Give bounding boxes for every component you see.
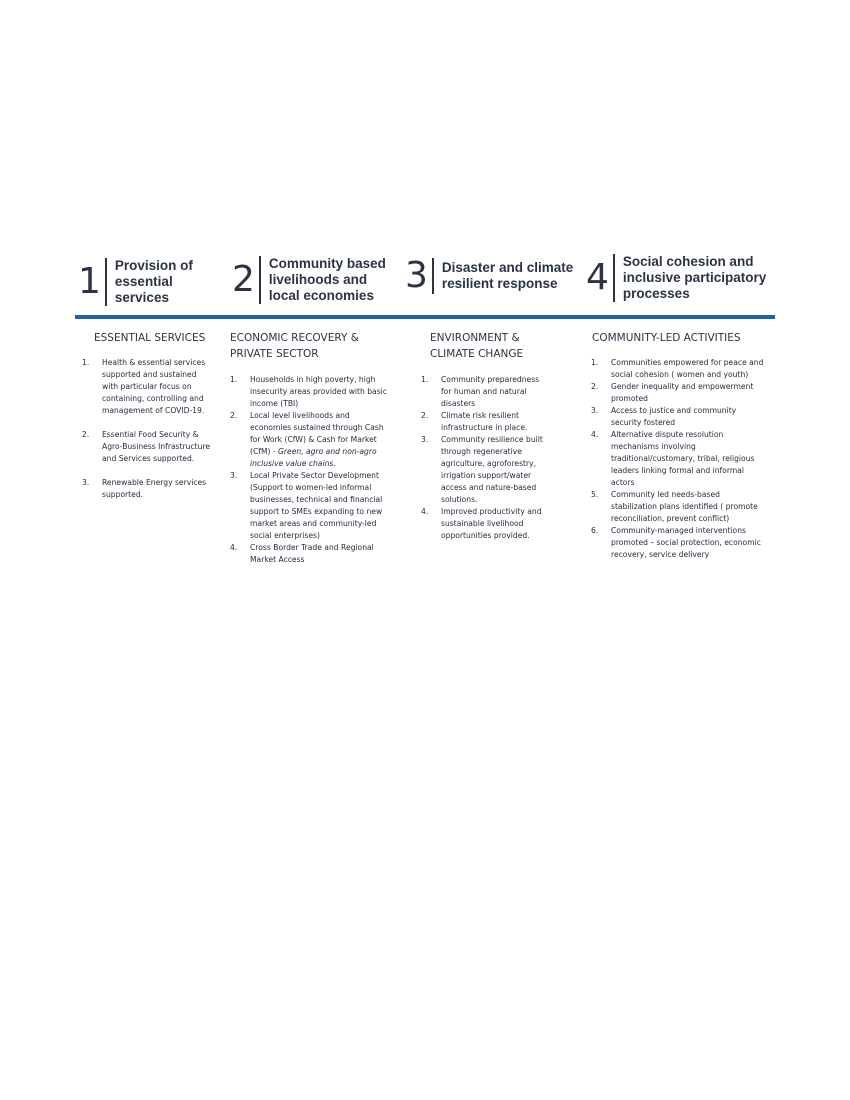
item-text: Renewable Energy services supported. (102, 477, 207, 499)
item-list (82, 357, 222, 501)
item-number: 3. (230, 471, 238, 480)
list-item (230, 542, 400, 566)
item-number: 1. (230, 375, 238, 384)
item-number: 6. (591, 525, 599, 535)
item-list (230, 374, 400, 566)
pillar-2 (232, 256, 386, 304)
column-heading: ECONOMIC RECOVERY & PRIVATE SECTOR (230, 332, 359, 360)
item-text: Local level livelihoods and economies sustained through Cash for Work (CfW) & Cash for Market (CfM) - (250, 411, 384, 456)
column-environment-climate (421, 331, 571, 542)
column-essential-services (82, 331, 222, 501)
item-text: Community preparedness for human and natural disasters (441, 375, 540, 408)
item-text: Climate risk resilient infrastructure in place. (441, 411, 528, 432)
list-item (591, 405, 776, 429)
column-community-led (591, 331, 776, 561)
pillar-number: 1 (78, 261, 101, 302)
list-item (421, 374, 571, 410)
list-item (230, 470, 400, 542)
header-rule (75, 315, 775, 319)
pillar-title: Disaster and climate resilient response (441, 260, 574, 291)
pillar-4 (586, 254, 766, 302)
item-list (591, 357, 776, 561)
item-number: 5. (591, 489, 599, 499)
item-number: 2. (591, 381, 599, 391)
item-number: 3. (421, 435, 429, 444)
pillar-divider (259, 256, 261, 304)
item-text-wrapper (250, 410, 384, 470)
list-spacer (82, 465, 222, 477)
pillar-title: Provision of essential services (114, 258, 193, 305)
list-item (230, 374, 400, 410)
pillar-number: 4 (586, 257, 609, 298)
item-number: 4. (591, 429, 599, 439)
pillar-divider (613, 254, 615, 302)
item-list (421, 374, 571, 542)
list-item (421, 506, 571, 542)
list-item (591, 381, 776, 405)
item-text: Essential Food Security & Agro-Business Infrastructure and Services supported. (102, 429, 211, 463)
list-spacer (82, 417, 222, 429)
list-item (591, 489, 776, 525)
column-heading: COMMUNITY-LED ACTIVITIES (592, 332, 741, 344)
list-item (82, 357, 222, 417)
pillar-number: 3 (405, 255, 428, 296)
item-text: Local Private Sector Development (Support to women-led informal businesses, technical and financial support to SMEs expanding to new market areas and community-led social enterprises) (250, 471, 383, 540)
item-number: 2. (230, 411, 238, 420)
item-text: Community resilience built through regenerative agriculture, agroforestry, irrigation support/water access and nature-based solutions. (441, 435, 543, 504)
item-text: Improved productivity and sustainable livelihood opportunities provided. (441, 507, 542, 540)
pillar-number: 2 (232, 259, 255, 300)
item-number: 1. (591, 357, 599, 367)
column-economic-recovery (230, 331, 400, 566)
list-item (82, 429, 222, 465)
item-number: 1. (421, 375, 429, 384)
item-text: Households in high poverty, high insecurity areas provided with basic income (TBI) (250, 375, 387, 408)
pillar-3 (405, 255, 574, 296)
pillar-title: Social cohesion and inclusive participatory processes (622, 254, 767, 301)
item-text: Community-managed interventions promoted – social protection, economic recovery, service delivery (611, 525, 761, 559)
column-heading: ESSENTIAL SERVICES (94, 332, 206, 344)
item-number: 3. (591, 405, 599, 415)
item-text: Alternative dispute resolution mechanisms involving traditional/customary, tribal, religious leaders linking formal and informal actors (611, 429, 755, 487)
item-text: Health & essential services supported and sustained with particular focus on containing, controlling and management of COVID-19. (102, 357, 206, 415)
item-number: 2. (82, 429, 90, 439)
list-item (591, 525, 776, 561)
list-item (421, 434, 571, 506)
item-text: Gender inequality and empowerment promoted (611, 381, 754, 403)
item-text-italic: Green, agro and non-agro inclusive value chains. (250, 447, 377, 468)
list-item (421, 410, 571, 434)
list-item (591, 429, 776, 489)
pillar-1 (78, 258, 193, 306)
item-text: Community led needs-based stabilization plans identified ( promote reconciliation, prevent conflict) (611, 489, 758, 523)
item-number: 1. (82, 357, 90, 367)
item-text: Cross Border Trade and Regional Market Access (250, 543, 374, 564)
list-item (82, 477, 222, 501)
item-text: Access to justice and community security fostered (611, 405, 737, 427)
item-number: 3. (82, 477, 90, 487)
item-number: 4. (421, 507, 429, 516)
item-number: 4. (230, 543, 238, 552)
column-heading: ENVIRONMENT & CLIMATE CHANGE (430, 332, 524, 360)
item-number: 2. (421, 411, 429, 420)
pillar-divider (105, 258, 107, 306)
list-item (230, 410, 400, 470)
list-item (591, 357, 776, 381)
pillar-title: Community based livelihoods and local economies (268, 256, 386, 303)
pillar-divider (432, 258, 434, 294)
item-text: Communities empowered for peace and social cohesion ( women and youth) (611, 357, 764, 379)
